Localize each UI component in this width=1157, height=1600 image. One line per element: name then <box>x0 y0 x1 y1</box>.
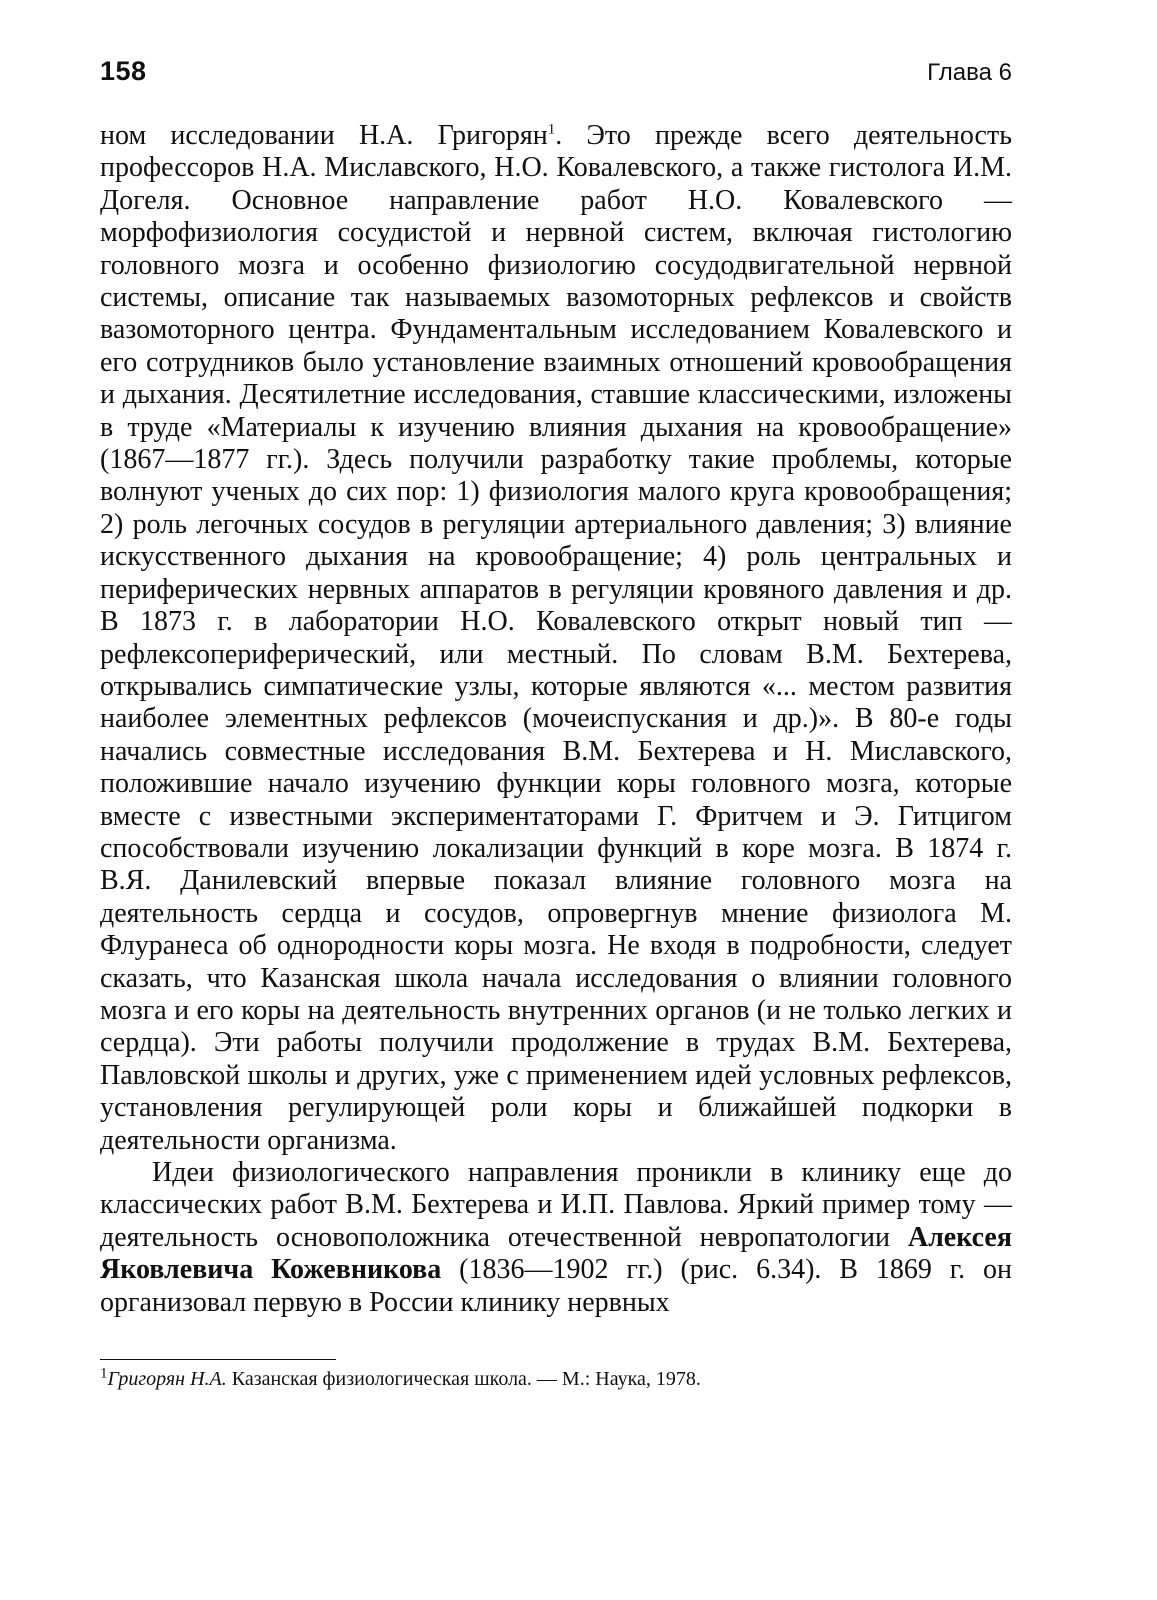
footnote-author: Григорян Н.А. <box>107 1368 227 1391</box>
paragraph-2-text-rest: (1836—1902 гг.) (рис. 6.34). В 1869 г. он организовал первую в России клинику нервных <box>100 1254 1012 1318</box>
paragraph-1-text-start: ном исследовании Н.А. Григорян <box>100 120 548 151</box>
footnote-mark: 1 <box>100 1365 108 1382</box>
paragraph-2 <box>100 1157 1012 1319</box>
highlighted-name: Алексея Яковлевича Кожевникова <box>100 1221 1012 1286</box>
footnote <box>100 1366 1012 1392</box>
footnote-text: Казанская физиологическая школа. — М.: Наука, 1978. <box>226 1368 701 1391</box>
running-header <box>100 56 1012 102</box>
chapter-title: Глава 6 <box>927 59 1012 86</box>
book-page <box>100 56 1012 1392</box>
paragraph-1 <box>100 120 1012 1157</box>
page-number: 158 <box>100 56 147 86</box>
paragraph-2-text-start: Идеи физиологического направления проникли в клинику еще до классических работ В.М. Бехтерева и И.П. Павлова. Яркий пример тому — деятельность основоположника отечественной невропатологии <box>100 1157 1012 1253</box>
body-text <box>100 120 1012 1319</box>
footnote-divider <box>100 1359 336 1360</box>
paragraph-1-text-rest: . Это прежде всего деятельность профессоров Н.А. Миславского, Н.О. Ковалевского, а также гистолога И.М. Догеля. Основное направление работ Н.О. Ковалевского — морфофизиология сосудистой и нервной систем, включая гистологию головного мозга и особенно физиологию сосудодвигательной нервной системы, описание так называемых вазомоторных рефлексов и свойств вазомоторного центра. Фундаментальным исследованием Ковалевского и его сотрудников было установление взаимных отношений кровообращения и дыхания. Десятилетние исследования, ставшие классическими, изложены в труде «Материалы к изучению влияния дыхания на кровообращение» (1867—1877 гг.). Здесь получили разработку такие проблемы, которые волнуют ученых до сих пор: 1) физиология малого круга кровообращения; 2) роль легочных сосудов в регуляции артериального давления; 3) влияние искусственного дыхания на кровообращение; 4) роль центральных и периферических нервных аппаратов в регуляции кровяного давления и др. В 1873 г. в лаборатории Н.О. Ковалевского открыт новый тип — рефлексопериферический, или местный. По словам В.М. Бехтерева, открывались симпатические узлы, которые являются «... местом развития наиболее элементных рефлексов (мочеиспускания и др.)». В 80-е годы начались совместные исследования В.М. Бехтерева и Н. Миславского, положившие начало изучению функции коры головного мозга, которые вместе с известными экспериментаторами Г. Фритчем и Э. Гитцигом способствовали изучению локализации функций в коре мозга. В 1874 г. В.Я. Данилевский впервые показал влияние головного мозга на деятельность сердца и сосудов, опровергнув мнение физиолога М. Флуранеса об однородности коры мозга. Не входя в подробности, следует сказать, что Казанская школа начала исследования о влиянии головного мозга и его коры на деятельность внутренних органов (и не только легких и сердца). Эти работы получили продолжение в трудах В.М. Бехтерева, Павловской школы и других, уже с применением идей условных рефлексов, установления регулирующей роли коры и ближайшей подкорки в деятельности организма. <box>100 120 1012 1156</box>
footnote-reference: 1 <box>547 121 556 138</box>
